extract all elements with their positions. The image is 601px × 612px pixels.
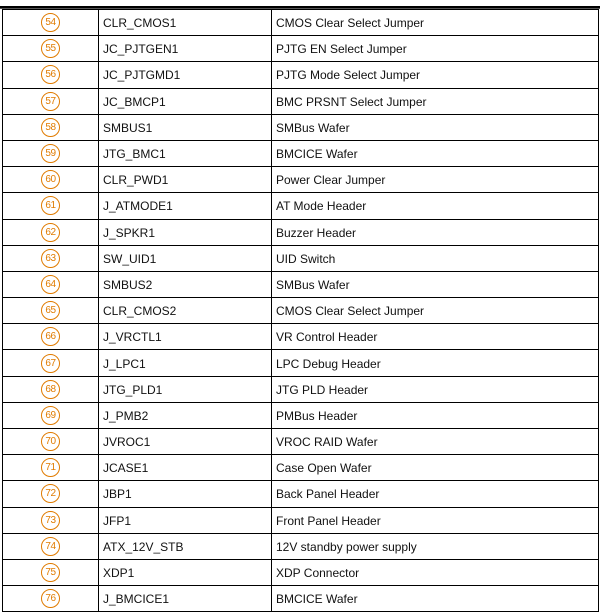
circled-number-icon: 60 <box>41 170 60 189</box>
connector-name: JFP1 <box>99 507 272 533</box>
circled-number-icon: 75 <box>41 563 60 582</box>
connector-description: AT Mode Header <box>272 193 599 219</box>
index-cell <box>3 507 99 533</box>
table-row <box>3 193 599 219</box>
index-cell <box>3 193 99 219</box>
table-row <box>3 481 599 507</box>
connector-description: Back Panel Header <box>272 481 599 507</box>
connector-name: JVROC1 <box>99 429 272 455</box>
index-cell <box>3 62 99 88</box>
circled-number-icon: 67 <box>41 354 60 373</box>
connector-name: J_PMB2 <box>99 402 272 428</box>
index-cell <box>3 88 99 114</box>
table-row <box>3 324 599 350</box>
connector-name: ATX_12V_STB <box>99 533 272 559</box>
index-cell <box>3 245 99 271</box>
table-row <box>3 507 599 533</box>
connector-table-body <box>3 10 599 612</box>
index-cell <box>3 533 99 559</box>
connector-name: CLR_PWD1 <box>99 167 272 193</box>
circled-number-icon: 65 <box>41 301 60 320</box>
index-cell <box>3 376 99 402</box>
connector-name: JC_PJTGMD1 <box>99 62 272 88</box>
table-row <box>3 586 599 612</box>
connector-name: J_VRCTL1 <box>99 324 272 350</box>
connector-name: JTG_BMC1 <box>99 140 272 166</box>
table-row <box>3 376 599 402</box>
circled-number-icon: 70 <box>41 432 60 451</box>
circled-number-icon: 63 <box>41 249 60 268</box>
circled-number-icon: 69 <box>41 406 60 425</box>
connector-name: JC_BMCP1 <box>99 88 272 114</box>
index-cell <box>3 140 99 166</box>
circled-number-icon: 59 <box>41 144 60 163</box>
connector-description: 12V standby power supply <box>272 533 599 559</box>
table-row <box>3 88 599 114</box>
circled-number-icon: 71 <box>41 458 60 477</box>
connector-description: Power Clear Jumper <box>272 167 599 193</box>
index-cell <box>3 219 99 245</box>
connector-table <box>2 9 599 612</box>
index-cell <box>3 36 99 62</box>
connector-description: JTG PLD Header <box>272 376 599 402</box>
index-cell <box>3 429 99 455</box>
table-row <box>3 402 599 428</box>
connector-name: JTG_PLD1 <box>99 376 272 402</box>
index-cell <box>3 298 99 324</box>
circled-number-icon: 61 <box>41 196 60 215</box>
connector-description: UID Switch <box>272 245 599 271</box>
index-cell <box>3 402 99 428</box>
connector-description: BMCICE Wafer <box>272 140 599 166</box>
connector-description: VR Control Header <box>272 324 599 350</box>
connector-description: PJTG Mode Select Jumper <box>272 62 599 88</box>
index-cell <box>3 271 99 297</box>
index-cell <box>3 481 99 507</box>
table-row <box>3 114 599 140</box>
connector-name: J_BMCICE1 <box>99 586 272 612</box>
connector-description: BMC PRSNT Select Jumper <box>272 88 599 114</box>
circled-number-icon: 54 <box>41 13 60 32</box>
connector-description: CMOS Clear Select Jumper <box>272 10 599 36</box>
connector-description: Buzzer Header <box>272 219 599 245</box>
circled-number-icon: 66 <box>41 327 60 346</box>
connector-description: LPC Debug Header <box>272 350 599 376</box>
circled-number-icon: 58 <box>41 118 60 137</box>
index-cell <box>3 167 99 193</box>
connector-description: XDP Connector <box>272 559 599 585</box>
table-row <box>3 271 599 297</box>
circled-number-icon: 76 <box>41 589 60 608</box>
connector-description: Front Panel Header <box>272 507 599 533</box>
index-cell <box>3 324 99 350</box>
connector-description: Case Open Wafer <box>272 455 599 481</box>
connector-name: XDP1 <box>99 559 272 585</box>
table-row <box>3 62 599 88</box>
table-row <box>3 533 599 559</box>
index-cell <box>3 586 99 612</box>
connector-description: VROC RAID Wafer <box>272 429 599 455</box>
table-row <box>3 10 599 36</box>
circled-number-icon: 72 <box>41 484 60 503</box>
connector-description: BMCICE Wafer <box>272 586 599 612</box>
circled-number-icon: 62 <box>41 223 60 242</box>
connector-description: SMBus Wafer <box>272 271 599 297</box>
table-row <box>3 298 599 324</box>
table-row <box>3 245 599 271</box>
connector-description: CMOS Clear Select Jumper <box>272 298 599 324</box>
circled-number-icon: 74 <box>41 537 60 556</box>
connector-name: CLR_CMOS2 <box>99 298 272 324</box>
table-row <box>3 219 599 245</box>
connector-name: JC_PJTGEN1 <box>99 36 272 62</box>
index-cell <box>3 559 99 585</box>
connector-name: SMBUS2 <box>99 271 272 297</box>
connector-name: J_ATMODE1 <box>99 193 272 219</box>
circled-number-icon: 68 <box>41 380 60 399</box>
connector-name: SMBUS1 <box>99 114 272 140</box>
connector-name: J_LPC1 <box>99 350 272 376</box>
circled-number-icon: 55 <box>41 39 60 58</box>
circled-number-icon: 64 <box>41 275 60 294</box>
table-row <box>3 167 599 193</box>
table-row <box>3 36 599 62</box>
connector-name: SW_UID1 <box>99 245 272 271</box>
index-cell <box>3 350 99 376</box>
table-row <box>3 140 599 166</box>
index-cell <box>3 455 99 481</box>
connector-description: PJTG EN Select Jumper <box>272 36 599 62</box>
connector-name: JBP1 <box>99 481 272 507</box>
table-row <box>3 559 599 585</box>
index-cell <box>3 114 99 140</box>
circled-number-icon: 73 <box>41 511 60 530</box>
connector-description: PMBus Header <box>272 402 599 428</box>
table-row <box>3 429 599 455</box>
table-row <box>3 350 599 376</box>
connector-name: JCASE1 <box>99 455 272 481</box>
connector-description: SMBus Wafer <box>272 114 599 140</box>
connector-name: J_SPKR1 <box>99 219 272 245</box>
circled-number-icon: 57 <box>41 92 60 111</box>
index-cell <box>3 10 99 36</box>
circled-number-icon: 56 <box>41 65 60 84</box>
connector-name: CLR_CMOS1 <box>99 10 272 36</box>
table-row <box>3 455 599 481</box>
